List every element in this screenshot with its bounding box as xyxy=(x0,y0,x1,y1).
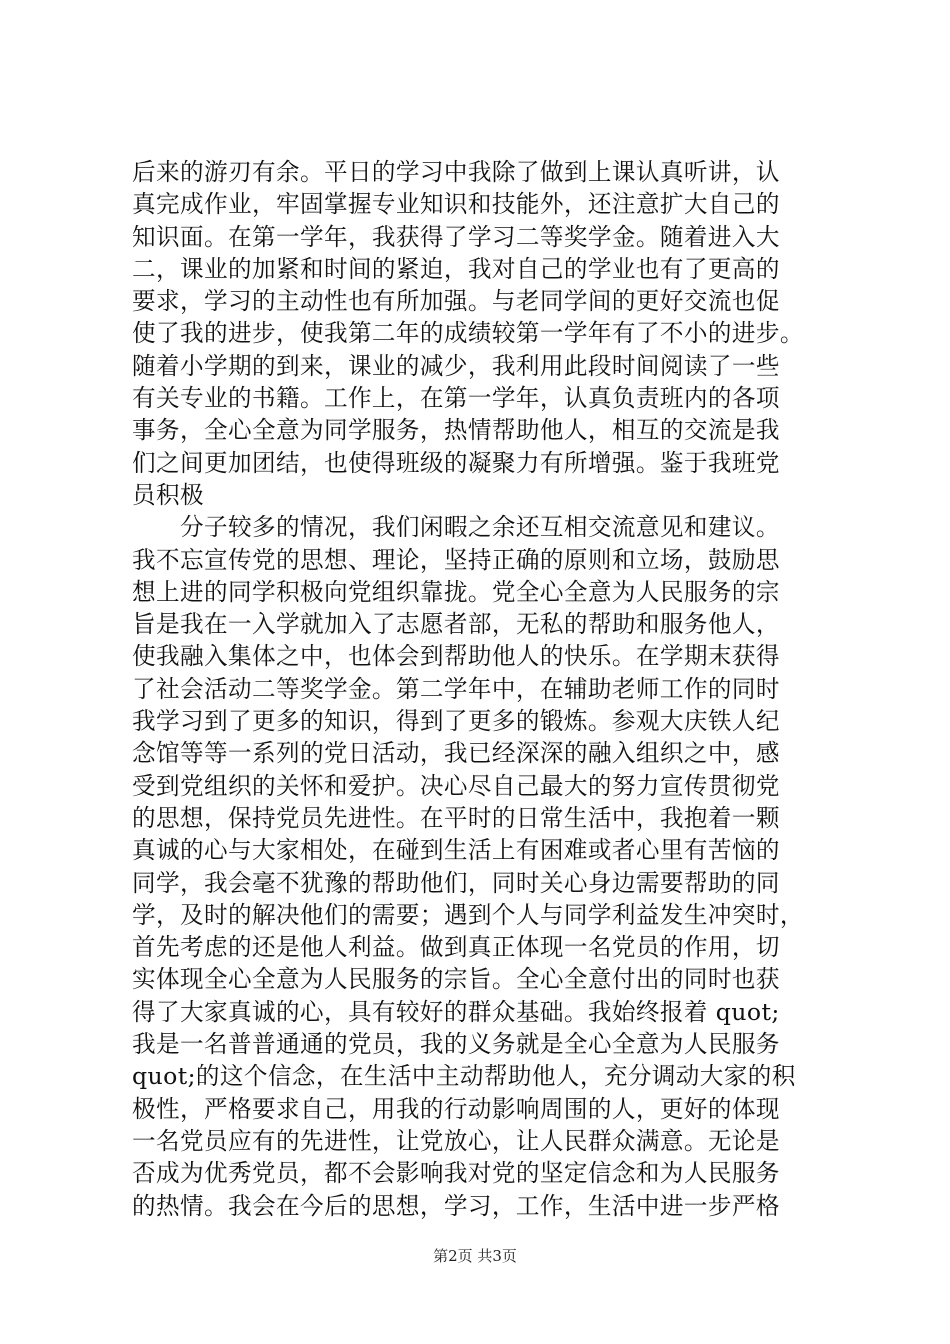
text-line: 后来的游刃有余。平日的学习中我除了做到上课认真听讲，认 xyxy=(132,158,780,186)
page-number-footer: 第2页 共3页 xyxy=(433,1247,517,1265)
text-line: 使了我的进步，使我第二年的成绩较第一学年有了不小的进步。 xyxy=(132,319,804,348)
text-line: 真完成作业，牢固掌握专业知识和技能外，还注意扩大自己的 xyxy=(132,190,780,219)
text-line: 员积极 xyxy=(132,480,204,509)
text-line: 旨是我在一入学就加入了志愿者部，无私的帮助和服务他人， xyxy=(132,610,780,639)
text-line: 真诚的心与大家相处，在碰到生活上有困难或者心里有苦恼的 xyxy=(132,836,780,865)
text-line: 的思想，保持党员先进性。在平时的日常生活中，我抱着一颗 xyxy=(132,803,780,832)
text-line: 否成为优秀党员，都不会影响我对党的坚定信念和为人民服务 xyxy=(132,1159,780,1188)
text-line: 知识面。在第一学年，我获得了学习二等奖学金。随着进入大 xyxy=(132,222,780,251)
text-line: 使我融入集体之中，也体会到帮助他人的快乐。在学期末获得 xyxy=(132,642,780,671)
text-line: 极性，严格要求自己，用我的行动影响周围的人，更好的体现 xyxy=(132,1094,780,1123)
text-line: 学，及时的解决他们的需要；遇到个人与同学利益发生冲突时， xyxy=(132,900,804,929)
text-line: 二，课业的加紧和时间的紧迫，我对自己的学业也有了更高的 xyxy=(132,254,780,283)
text-line: 首先考虑的还是他人利益。做到真正体现一名党员的作用，切 xyxy=(132,933,780,962)
text-line: 得了大家真诚的心，具有较好的群众基础。我始终报着 quot; xyxy=(132,997,780,1026)
text-line: 有关专业的书籍。工作上，在第一学年，认真负责班内的各项 xyxy=(132,384,780,413)
text-line: 要求，学习的主动性也有所加强。与老同学间的更好交流也促 xyxy=(132,287,780,316)
text-line: 事务，全心全意为同学服务，热情帮助他人，相互的交流是我 xyxy=(132,416,780,445)
text-line: 的热情。我会在今后的思想，学习，工作，生活中进一步严格 xyxy=(132,1191,780,1220)
text-line: 我学习到了更多的知识，得到了更多的锻炼。参观大庆铁人纪 xyxy=(132,707,780,736)
text-line: 想上进的同学积极向党组织靠拢。党全心全意为人民服务的宗 xyxy=(132,577,780,606)
text-line: quot;的这个信念，在生活中主动帮助他人，充分调动大家的积 xyxy=(132,1062,796,1091)
text-line: 我不忘宣传党的思想、理论，坚持正确的原则和立场，鼓励思 xyxy=(132,545,780,574)
text-line: 一名党员应有的先进性，让党放心，让人民群众满意。无论是 xyxy=(132,1126,780,1155)
body-text xyxy=(132,156,832,1222)
text-line: 同学，我会毫不犹豫的帮助他们，同时关心身边需要帮助的同 xyxy=(132,868,780,897)
paragraph-start-line: 分子较多的情况，我们闲暇之余还互相交流意见和建议。 xyxy=(132,513,780,542)
text-line: 随着小学期的到来，课业的减少，我利用此段时间阅读了一些 xyxy=(132,351,780,380)
text-line: 受到党组织的关怀和爱护。决心尽自己最大的努力宣传贯彻党 xyxy=(132,771,780,800)
text-line: 实体现全心全意为人民服务的宗旨。全心全意付出的同时也获 xyxy=(132,965,780,994)
text-line: 们之间更加团结，也使得班级的凝聚力有所增强。鉴于我班党 xyxy=(132,448,780,477)
text-line: 念馆等等一系列的党日活动，我已经深深的融入组织之中，感 xyxy=(132,739,780,768)
text-line: 我是一名普普通通的党员，我的义务就是全心全意为人民服务 xyxy=(132,1030,780,1059)
text-line: 了社会活动二等奖学金。第二学年中，在辅助老师工作的同时 xyxy=(132,674,780,703)
